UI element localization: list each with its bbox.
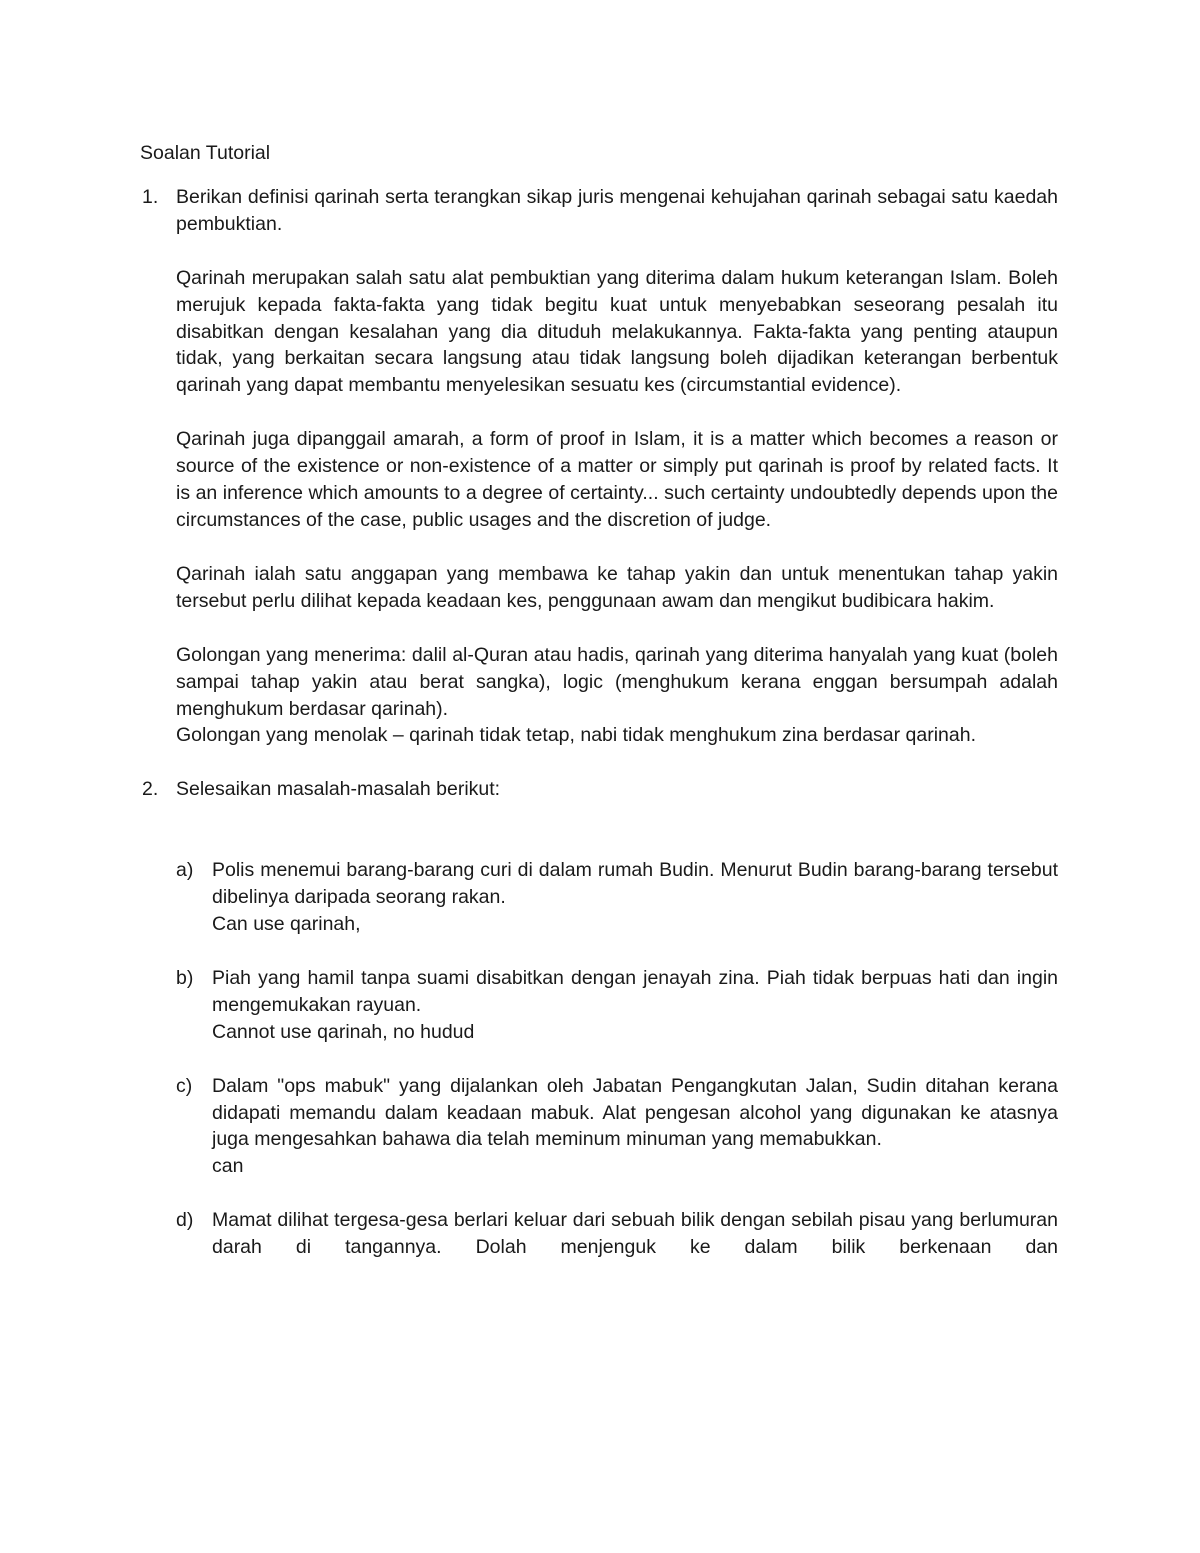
sub-question-text: Polis menemui barang-barang curi di dalam rumah Budin. Menurut Budin barang-barang tersebut dibelinya daripada seorang rakan. [212,859,1058,909]
question-1-number: 1. [142,185,159,208]
answer-1-paragraph-3: Qarinah ialah satu anggapan yang membawa ke tahap yakin dan untuk menentukan tahap yakin tersebut perlu dilihat kepada keadaan kes, penggunaan awam dan mengikut budibicara hakim. [176,562,1058,612]
question-1-text: Berikan definisi qarinah serta terangkan sikap juris mengenai kehujahan qarinah sebagai satu kaedah pembuktian. [176,185,1058,235]
sub-question-label: a) [176,859,194,882]
sub-question-text: Dalam "ops mabuk" yang dijalankan oleh Jabatan Pengangkutan Jalan, Sudin ditahan kerana didapati memandu dalam keadaan mabuk. Alat pengesan alcohol yang digunakan ke atasnya juga mengesahkan bahawa dia telah meminum minuman yang memabukkan. [212,1074,1058,1151]
question-2 [140,776,1058,1261]
sub-question-answer: Cannot use qarinah, no hudud [212,1020,475,1043]
sub-question-c [176,1073,1058,1181]
sub-question-label: d) [176,1209,194,1232]
question-2-number: 2. [142,778,159,801]
answer-1-paragraph-2: Qarinah juga dipanggail amarah, a form of proof in Islam, it is a matter which becomes a reason or source of the existence or non-existence of a matter or simply put qarinah is proof by related facts. It is an inference which amounts to a degree of certainty... such certainty undoubtedly depends upon the circumstances of the case, public usages and the discretion of judge. [176,428,1058,531]
document-title: Soalan Tutorial [140,142,271,164]
sub-question-label: b) [176,966,194,989]
question-2-text: Selesaikan masalah-masalah berikut: [176,778,501,801]
answer-1-paragraph-5: Golongan yang menolak – qarinah tidak tetap, nabi tidak menghukum zina berdasar qarinah. [176,724,977,747]
sub-question-b [176,965,1058,1046]
answer-1-paragraph-4: Golongan yang menerima: dalil al-Quran atau hadis, qarinah yang diterima hanyalah yang kuat (boleh sampai tahap yakin atau berat sangka), logic (menghukum kerana enggan bersumpah adalah menghukum berdasar qarinah). [176,643,1058,720]
sub-question-text: Mamat dilihat tergesa-gesa berlari keluar dari sebuah bilik dengan sebilah pisau yang berlumuran darah di tangannya. Dolah menjenguk ke dalam bilik berkenaan dan [212,1209,1058,1259]
sub-question-a [176,857,1058,938]
document-page [140,140,1058,1288]
question-2-sub-list [176,857,1058,1261]
sub-question-label: c) [176,1074,193,1097]
sub-question-d [176,1207,1058,1261]
question-1 [140,184,1058,749]
sub-question-text: Piah yang hamil tanpa suami disabitkan dengan jenayah zina. Piah tidak berpuas hati dan ingin mengemukakan rayuan. [212,966,1058,1016]
sub-question-answer: can [212,1155,244,1178]
sub-question-answer: Can use qarinah, [212,913,361,936]
answer-1-paragraph-1: Qarinah merupakan salah satu alat pembuktian yang diterima dalam hukum keterangan Islam. Boleh merujuk kepada fakta-fakta yang tidak begitu kuat untuk menyebabkan seseorang pesalah itu disabitkan dengan kesalahan yang dia dituduh melakukannya. Fakta-fakta yang penting ataupun tidak, yang berkaitan secara langsung atau tidak langsung boleh dijadikan keterangan berbentuk qarinah yang dapat membantu menyelesikan sesuatu kes (circumstantial evidence). [176,266,1058,397]
